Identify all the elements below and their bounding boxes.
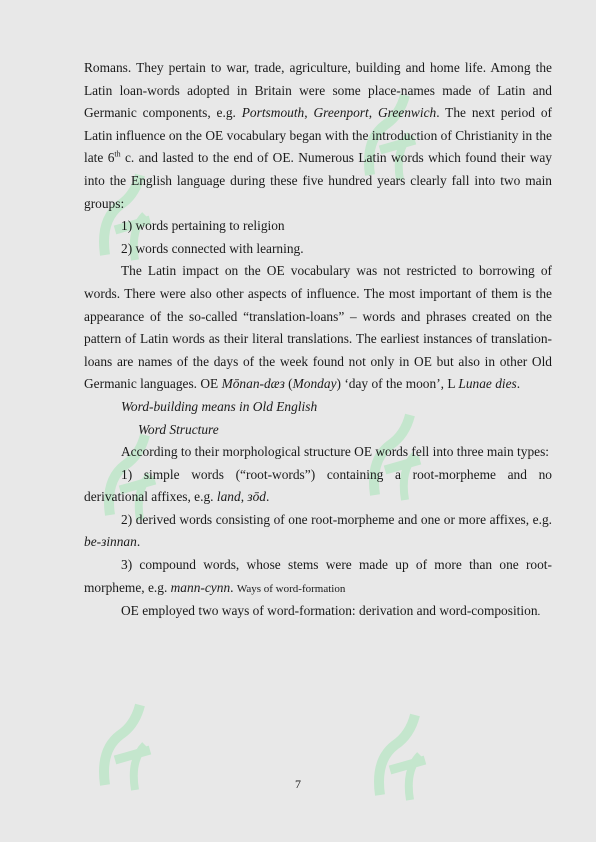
text-span: . The next period of Latin influence on the OE vocabulary began with the introduction of Christianity in the late 6 [84, 105, 552, 166]
text-span: 1) simple words (“root-words”) containing a root-morpheme and no derivational affixes, e.g. [84, 466, 552, 505]
paragraph-word-formation [84, 600, 552, 624]
text-span: The Latin impact on the OE vocabulary was not restricted to borrowing of words. There were also other aspects of influence. The most important of them is the appearance of the so-called “translation-loans” – words and phrases created on the pattern of Latin words as their literal translations. The earliest instances of translation-loans are names of the days of the week found not only in OE but also in other Old Germanic languages. OE [84, 263, 552, 392]
list-item-learning: 2) words connected with learning. [121, 240, 304, 256]
section-heading: Word-building means in Old English [121, 398, 318, 414]
list-item-compound-words [84, 554, 552, 600]
example-word: be-зinnan [84, 534, 137, 550]
example-word: land [216, 489, 241, 505]
text-span: , [240, 489, 248, 505]
text-span: Romans. They pertain to war, trade, agriculture, building and home life. Among the Latin loan-words adopted in Britain were some place-names made of Latin and Germanic components, e.g. [84, 60, 552, 121]
example-word: зōd [247, 489, 267, 505]
text-span: c. and lasted to the end of OE. Numerous Latin words which found their way into the English language during these five hundred years clearly fall into two main groups: [84, 150, 552, 211]
text-span: . [266, 489, 270, 505]
list-item-simple-words [84, 464, 552, 509]
text-span: OE employed two ways of word-formation: derivation and word-composition [121, 603, 538, 619]
example-word: Mōnan-dæз [221, 376, 285, 392]
text-span: . [537, 606, 541, 619]
text-span: . [516, 376, 521, 392]
example-word: Lunae dies [458, 376, 517, 392]
superscript: th [114, 149, 121, 159]
text-span: ( [284, 376, 293, 392]
paragraph-word-structure: According to their morphological structure OE words fell into three main types: [121, 444, 550, 460]
list-item-derived-words [84, 509, 552, 554]
inline-heading: Ways of word-formation [236, 582, 346, 595]
text-span: , [368, 105, 378, 121]
example-word: mann-cynn [170, 579, 231, 595]
text-span: ) ‘day of the moon’, L [336, 376, 459, 392]
text-span: . [136, 534, 141, 550]
page-body [84, 57, 552, 624]
paragraph-latin-loanwords [84, 57, 552, 215]
text-span: 2) derived words consisting of one root-morpheme and one or more affixes, e.g. [121, 511, 552, 527]
text-span: 3) compound words, whose stems were made up of more than one root-morpheme, e.g. [84, 557, 552, 595]
example-word: Portsmouth [241, 105, 305, 121]
paragraph-translation-loans [84, 260, 552, 396]
text-span: , [304, 105, 314, 121]
list-item-religion: 1) words pertaining to religion [121, 218, 285, 234]
page-number: 7 [295, 777, 301, 791]
watermark-logo-icon [370, 700, 440, 810]
text-span: . [230, 579, 237, 595]
example-word: Greenport [313, 105, 369, 121]
example-word: Greenwich [377, 105, 437, 121]
example-word: Monday [292, 376, 337, 392]
subsection-heading: Word Structure [138, 421, 219, 437]
